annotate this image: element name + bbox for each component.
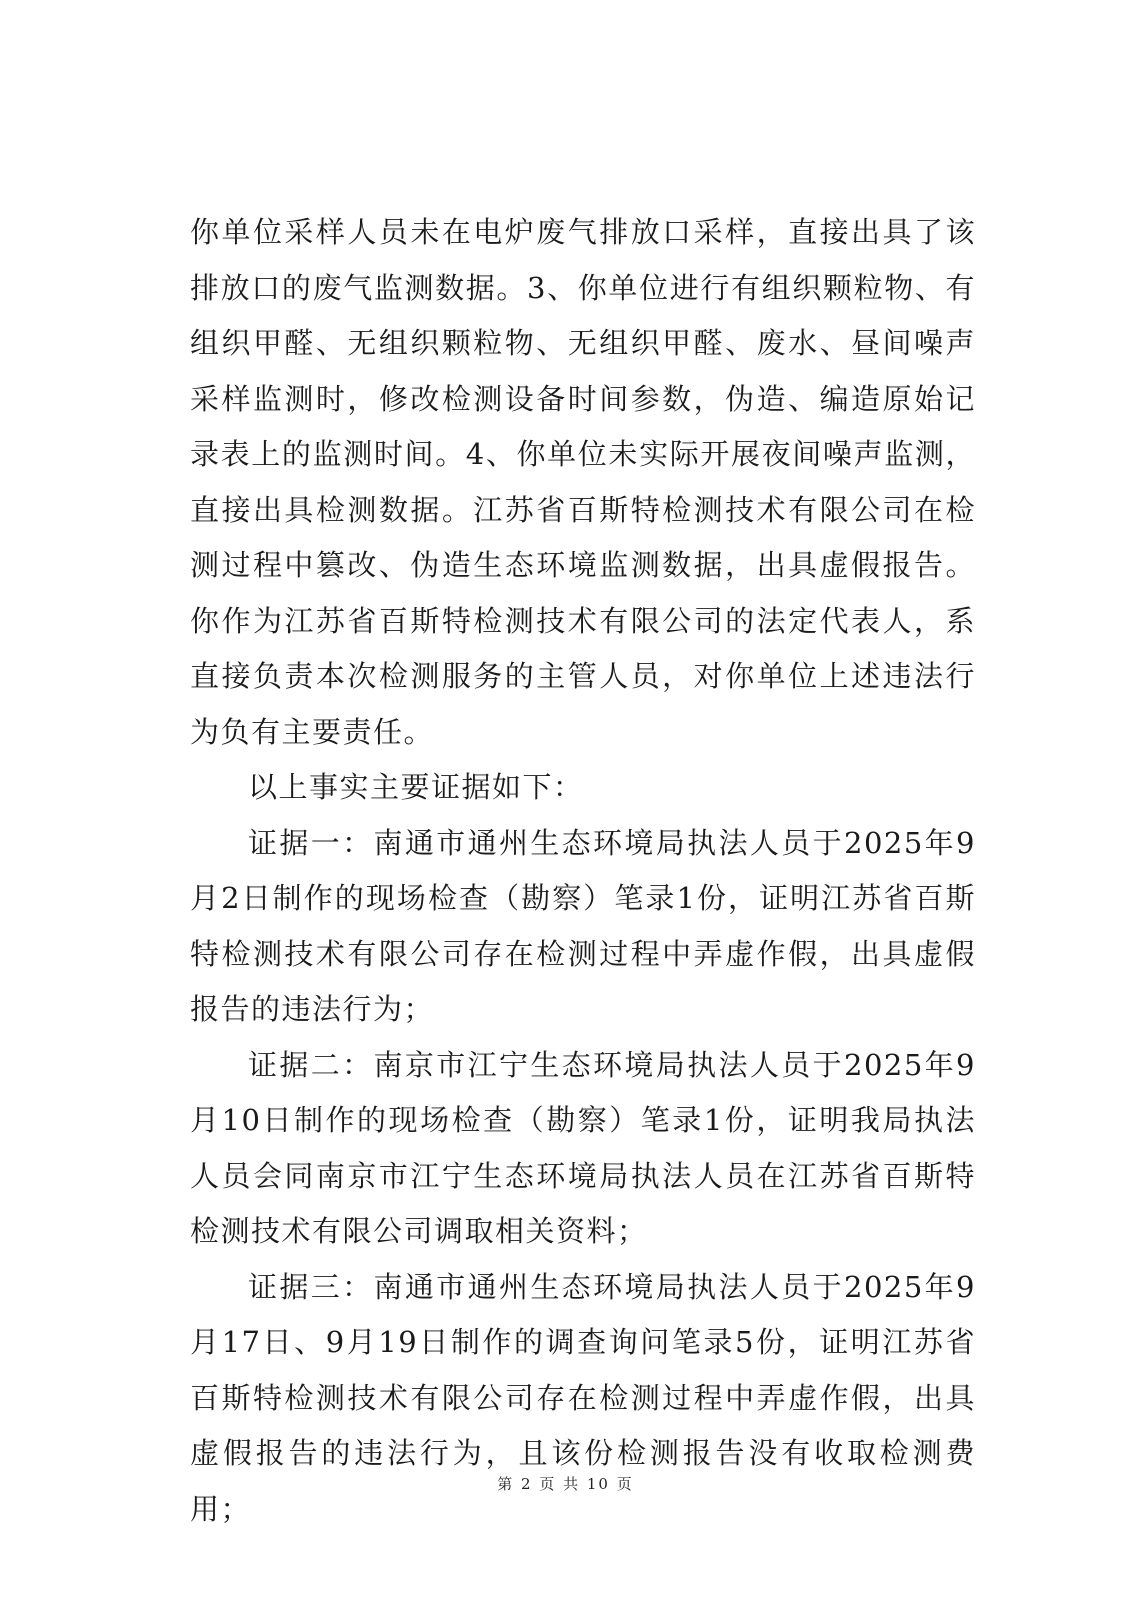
paragraph-evidence-2: 证据二：南京市江宁生态环境局执法人员于2025年9月10日制作的现场检查（勘察）笔录1份，证明我局执法人员会同南京市江宁生态环境局执法人员在江苏省百斯特检测技术有限公司调取相关资料； bbox=[190, 1047, 976, 1248]
paragraph-violation-details: 你单位采样人员未在电炉废气排放口采样，直接出具了该排放口的废气监测数据。3、你单位进行有组织颗粒物、有组织甲醛、无组织颗粒物、无组织甲醛、废水、昼间噪声采样监测时，修改检测设备时间参数，伪造、编造原始记录表上的监测时间。4、你单位未实际开展夜间噪声监测，直接出具检测数据。江苏省百斯特检测技术有限公司在检测过程中篡改、伪造生态环境监测数据，出具虚假报告。你作为江苏省百斯特检测技术有限公司的法定代表人，系直接负责本次检测服务的主管人员，对你单位上述违法行为负有主要责任。 bbox=[190, 215, 976, 749]
document-body bbox=[190, 205, 976, 1537]
paragraph-evidence-intro: 以上事实主要证据如下： bbox=[248, 770, 584, 804]
page-number-footer: 第 2 页 共 10 页 bbox=[497, 1475, 634, 1493]
paragraph-evidence-1: 证据一：南通市通州生态环境局执法人员于2025年9月2日制作的现场检查（勘察）笔录1份，证明江苏省百斯特检测技术有限公司存在检测过程中弄虚作假，出具虚假报告的违法行为； bbox=[190, 825, 976, 1026]
paragraph-evidence-3: 证据三：南通市通州生态环境局执法人员于2025年9月17日、9月19日制作的调查询问笔录5份，证明江苏省百斯特检测技术有限公司存在检测过程中弄虚作假，出具虚假报告的违法行为，且该份检测报告没有收取检测费用； bbox=[190, 1269, 976, 1526]
